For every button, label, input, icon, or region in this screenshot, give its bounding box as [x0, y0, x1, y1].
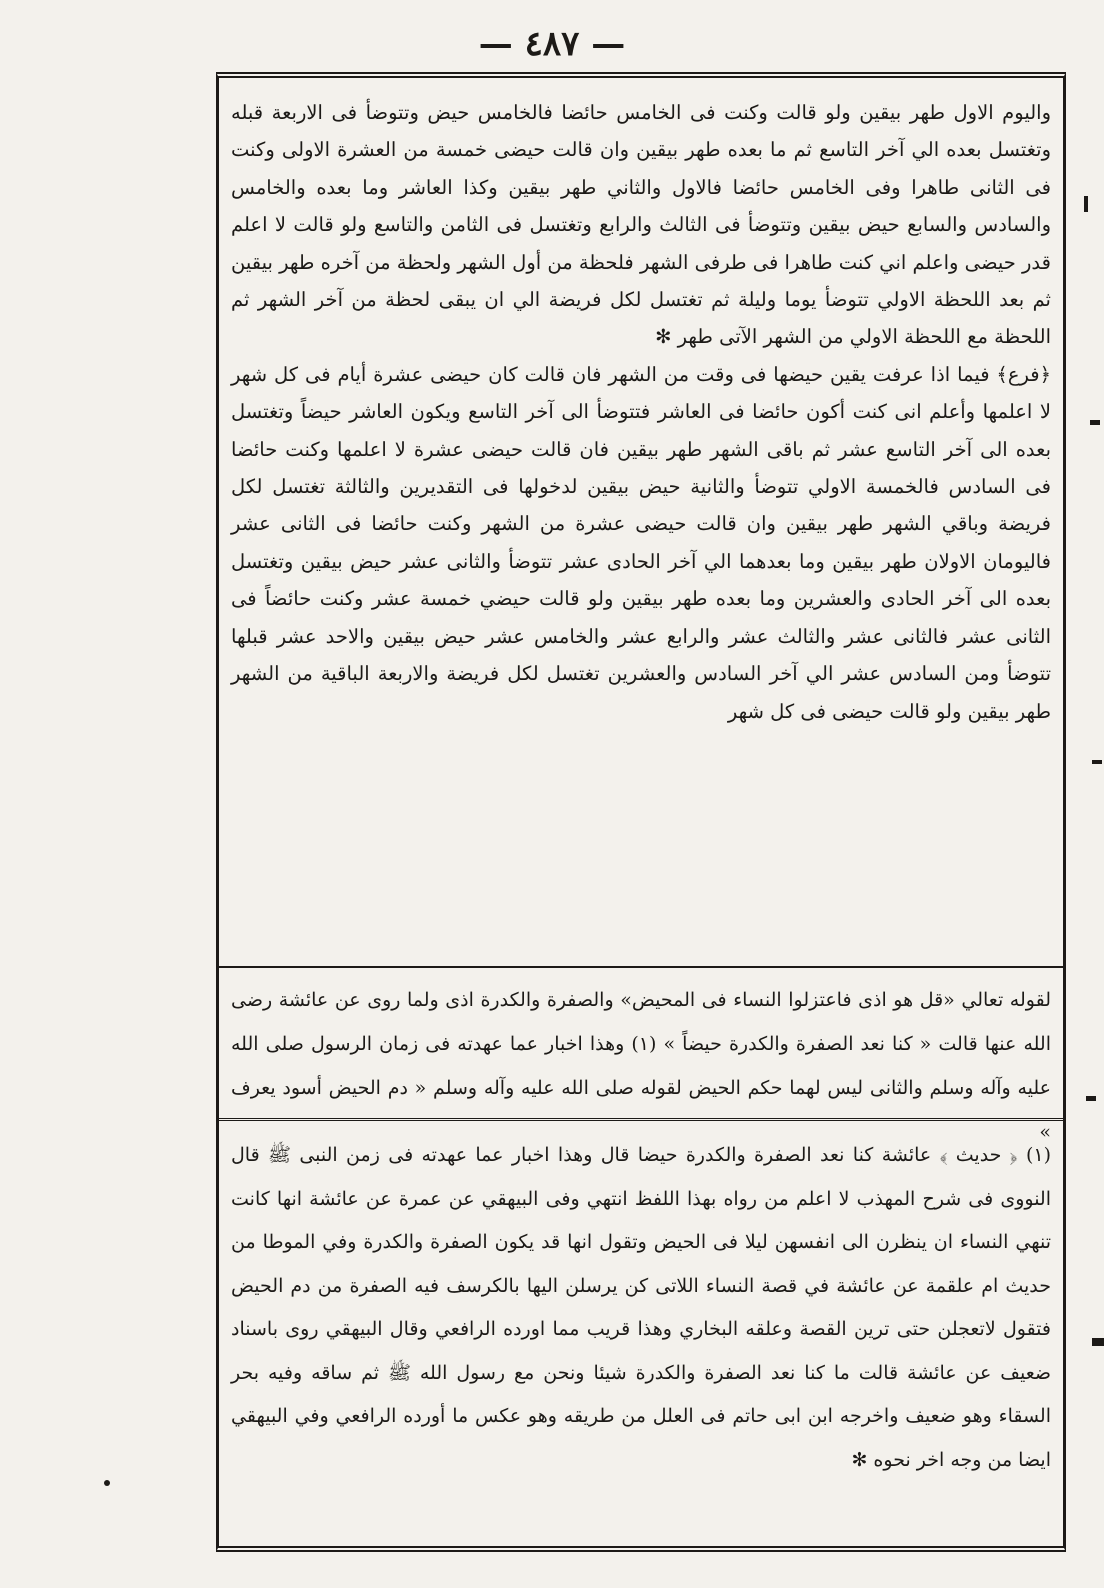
footnote-section: [231, 1134, 1051, 1544]
footnote-divider: [219, 1118, 1063, 1121]
scan-mark: [1086, 1096, 1096, 1101]
main-text: [231, 94, 1051, 964]
scan-mark: [1090, 420, 1100, 425]
footnote-text: (١) ﴿ حديث ﴾ عائشة كنا نعد الصفرة والكدرة حيضا قال وهذا اخبار عما عهدته فى زمن النبى ﷺ قال النووى فى شرح المهذب لا اعلم من رواه بهذا اللفظ انتهي وفى البيهقي عن عمرة عن عائشة انها كانت تنهي النساء ان ينظرن الى انفسهن ليلا فى الحيض وتقول انها قد يكون الصفرة والكدرة وفي الموطا من حديث ام علقمة عن عائشة في قصة النساء اللاتى كن يرسلن اليها بالكرسف فيه الصفرة من دم الحيض فتقول لاتعجلن حتى ترين القصة وعلقه البخاري وهذا قريب مما اورده الرافعي وقال البيهقي روى باسناد ضعيف عن عائشة قالت ما كنا نعد الصفرة والكدرة شيئا ونحن مع رسول الله ﷺ ثم ساقه وفيه بحر السقاء وهو ضعيف واخرجه ابن ابى حاتم فى العلل من طريقه وهو عكس ما أورده الرافعي وفي البيهقي ايضا من وجه اخر نحوه ✻: [231, 1144, 1051, 1471]
commentary-section: [231, 978, 1051, 1143]
scan-mark: [1092, 760, 1102, 764]
scan-mark: [104, 1480, 110, 1486]
page-number: — ٤٨٧ —: [478, 24, 626, 64]
scan-mark: [1092, 1338, 1104, 1346]
scan-mark: [1084, 196, 1088, 212]
section-divider: [219, 966, 1063, 968]
commentary-text: لقوله تعالي «قل هو اذى فاعتزلوا النساء فى المحيض» والصفرة والكدرة اذى ولما روى عن عائشة رضى الله عنها قالت « كنا نعد الصفرة والكدرة حيضاً » (١) وهذا اخبار عما عهدته فى زمان الرسول صلى الله عليه وآله وسلم والثانى ليس لهما حكم الحيض لقوله صلى الله عليه وآله وسلم « دم الحيض أسود يعرف »: [231, 989, 1051, 1143]
main-paragraph: ﴿فرع﴾ فيما اذا عرفت يقين حيضها فى وقت من الشهر فان قالت كان حيضى عشرة أيام فى كل شهر لا اعلمها وأعلم انى كنت أكون حائضا فى العاشر فتتوضأ الى آخر التاسع ويكون العاشر حيضاً وتغتسل بعده الى آخر التاسع عشر ثم باقى الشهر طهر بيقين فان قالت حيضى عشرة لا اعلمها وكنت حائضا فى السادس فالخمسة الاولي تتوضأ والثانية حيض بيقين لدخولها فى التقديرين والثالثة تغتسل لكل فريضة وباقي الشهر طهر بيقين وان قالت حيضى عشرة من الشهر وكنت حائضا فى الثانى عشر فاليومان الاولان طهر بيقين وما بعدهما الي آخر الحادى عشر تتوضأ والثانى عشر حيض بيقين وتغتسل بعده الى آخر الحادى والعشرين وما بعده طهر بيقين ولو قالت حيضي خمسة عشر وكنت حائضاً فى الثانى عشر فالثانى عشر والثالث عشر والرابع عشر والخامس عشر حيض بيقين والاحد عشر قبلها تتوضأ ومن السادس عشر الي آخر السادس والعشرين تغتسل لكل فريضة والاربعة الباقية من الشهر طهر بيقين ولو قالت حيضى فى كل شهر: [231, 362, 1051, 723]
main-paragraph: واليوم الاول طهر بيقين ولو قالت وكنت فى الخامس حائضا فالخامس حيض وتتوضأ فى الاربعة قبله وتغتسل بعده الي آخر التاسع ثم ما بعده طهر بيقين وان قالت حيضى خمسة من العشرة الاولى وكنت فى الثانى طاهرا وفى الخامس حائضا فالاول والثاني طهر بيقين وكذا العاشر وما بعده والخامس والسادس والسابع حيض بيقين وتتوضأ فى الثالث والرابع وتغتسل فى الثامن والتاسع ولو قالت لا اعلم قدر حيضى واعلم اني كنت طاهرا فى طرفى الشهر فلحظة من أول الشهر ولحظة من آخره طهر بيقين ثم بعد اللحظة الاولي تتوضأ يوما وليلة ثم تغتسل لكل فريضة الي ان يبقى لحظة من آخر الشهر ثم اللحظة مع اللحظة الاولي من الشهر الآتى طهر ✻: [231, 101, 1051, 349]
page-frame: [216, 72, 1066, 1552]
